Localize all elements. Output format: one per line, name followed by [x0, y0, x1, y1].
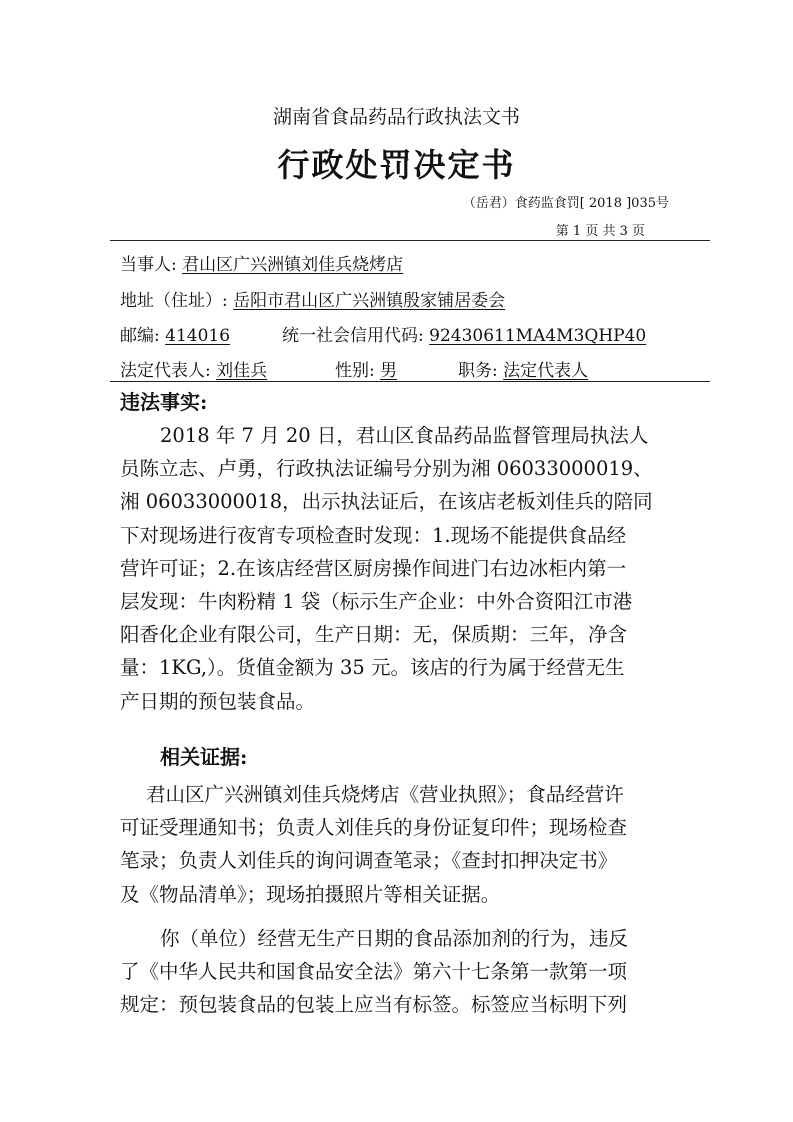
party-name-row: [120, 250, 403, 275]
facts-line: 量：1KG,）。货值金额为 35 元。该店的行为属于经营无生: [120, 656, 625, 680]
party-divider: [110, 381, 710, 382]
issuing-authority-title: 湖南省食品药品行政执法文书: [272, 106, 520, 128]
header-divider: [110, 240, 710, 241]
document-title: 行政处罚决定书: [277, 146, 516, 184]
position-value: 法定代表人: [503, 361, 589, 381]
gender-label: 性别:: [335, 361, 375, 381]
position-row: [458, 356, 588, 381]
violation-line: 你（单位）经营无生产日期的食品添加剂的行为，违反: [160, 927, 629, 950]
facts-paragraph: [120, 419, 685, 718]
address-value: 岳阳市君山区广兴洲镇殷家铺居委会: [233, 291, 506, 311]
violation-paragraph: [120, 922, 685, 1022]
gender-value: 男: [380, 361, 398, 381]
evidence-line: 君山区广兴洲镇刘佳兵烧烤店《营业执照》；食品经营许: [146, 783, 624, 806]
evidence-line: 笔录；负责人刘佳兵的询问调查笔录；《查封扣押决定书》: [120, 849, 618, 873]
facts-line: 2018 年 7 月 20 日，君山区食品药品监督管理局执法人: [160, 424, 649, 447]
zip-value: 414016: [165, 326, 231, 346]
evidence-paragraph: [120, 778, 685, 911]
zip-row: [120, 321, 230, 346]
evidence-line: 及《物品清单》；现场拍摄照片等相关证据。: [120, 882, 501, 906]
facts-line: 下对现场进行夜宵专项检查时发现：1.现场不能提供食品经: [120, 523, 627, 547]
violation-line: 规定：预包装食品的包装上应当有标签。标签应当标明下列: [120, 993, 628, 1017]
facts-line: 层发现：牛肉粉精 1 袋（标示生产企业：中外合资阳江市港: [120, 590, 633, 614]
legal-rep-label: 法定代表人:: [120, 361, 211, 381]
evidence-line: 可证受理通知书；负责人刘佳兵的身份证复印件；现场检查: [120, 816, 628, 840]
position-label: 职务:: [458, 361, 498, 381]
zip-label: 邮编:: [120, 326, 160, 346]
facts-line: 阳香化企业有限公司，生产日期：无，保质期：三年，净含: [120, 623, 628, 647]
legal-rep-row: [120, 356, 267, 381]
address-label: 地址（住址）:: [120, 291, 228, 311]
credit-code-row: [282, 321, 646, 346]
gender-row: [335, 356, 397, 381]
violation-line: 了《中华人民共和国食品安全法》第六十七条第一款第一项: [120, 960, 628, 984]
party-name-value: 君山区广兴洲镇刘佳兵烧烤店: [182, 255, 404, 275]
legal-rep-value: 刘佳兵: [216, 361, 268, 381]
address-row: [120, 286, 505, 311]
credit-code-label: 统一社会信用代码:: [282, 326, 424, 346]
page-indicator: 第 1 页 共 3 页: [555, 224, 645, 239]
evidence-heading: 相关证据:: [160, 745, 248, 769]
credit-code-value: 92430611MA4M3QHP40: [429, 326, 647, 346]
facts-line: 产日期的预包装食品。: [120, 689, 316, 713]
facts-line: 营许可证；2.在该店经营区厨房操作间进门右边冰柜内第一: [120, 556, 627, 580]
document-number: （岳君）食药监食罚[ 2018 ]035号: [462, 196, 669, 211]
facts-line: 湘 06033000018，出示执法证后，在该店老板刘佳兵的陪同: [120, 490, 653, 514]
facts-line: 员陈立志、卢勇，行政执法证编号分别为湘 06033000019、: [120, 457, 653, 481]
facts-heading: 违法事实:: [120, 390, 208, 414]
party-name-label: 当事人:: [120, 255, 177, 275]
